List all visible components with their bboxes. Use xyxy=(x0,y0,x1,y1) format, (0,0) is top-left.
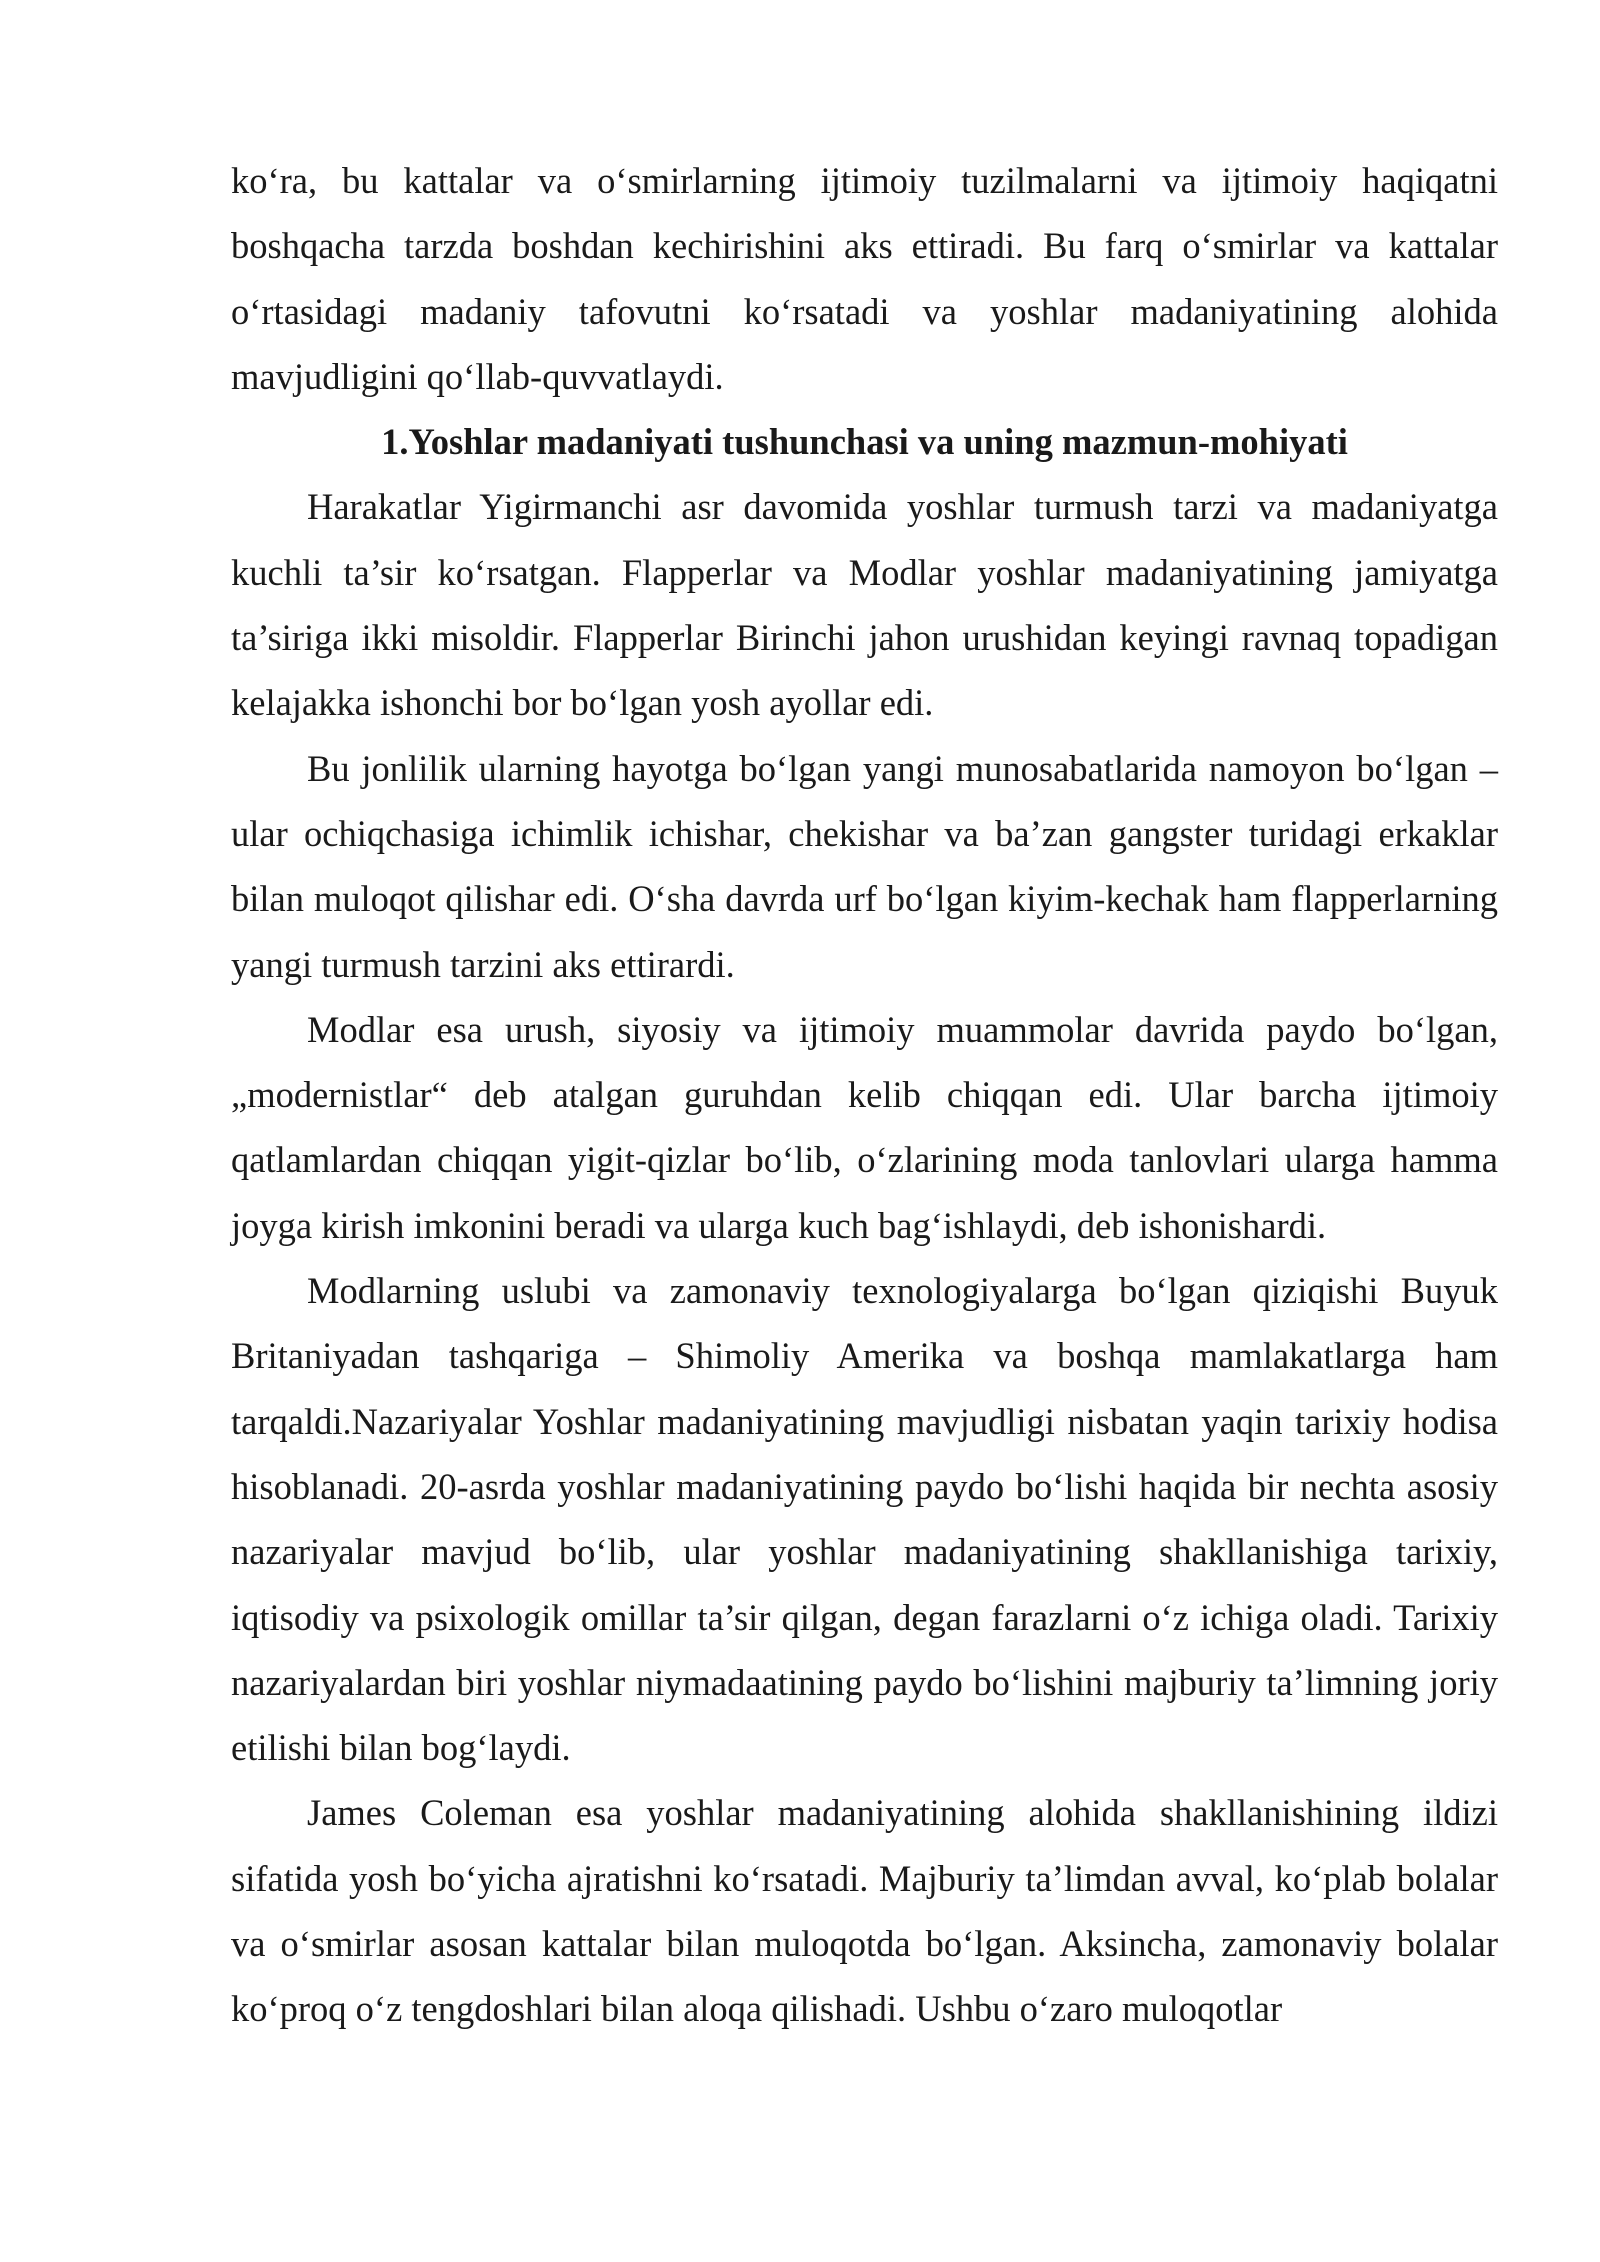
paragraph-1: Harakatlar Yigirmanchi asr davomida yoshlar turmush tarzi va madaniyatga kuchli ta’sir ko‘rsatgan. Flapperlar va Modlar yoshlar madaniyatining jamiyatga ta’siriga ikki misoldir. Flapperlar Birinchi jahon urushidan keyingi ravnaq topadigan kelajakka ishonchi bor bo‘lgan yosh ayollar edi. xyxy=(231,486,1498,724)
paragraph-3: Modlar esa urush, siyosiy va ijtimoiy muammolar davrida paydo bo‘lgan, „modernistlar“ deb atalgan guruhdan kelib chiqqan edi. Ular barcha ijtimoiy qatlamlardan chiqqan yigit-qizlar bo‘lib, o‘zlarining moda tanlovlari ularga hamma joyga kirish imkonini beradi va ularga kuch bag‘ishlaydi, deb ishonishardi. xyxy=(231,1008,1498,1246)
section-heading: 1.Yoshlar madaniyati tushunchasi va uning mazmun-mohiyati xyxy=(381,421,1348,463)
paragraph-5: James Coleman esa yoshlar madaniyatining alohida shakllanishining ildizi sifatida yosh bo‘yicha ajratishni ko‘rsatadi. Majburiy ta’limdan avval, ko‘plab bolalar va o‘smirlar asosan kattalar bilan muloqotda bo‘lgan. Aksincha, zamonaviy bolalar ko‘proq o‘z tengdoshlari bilan aloqa qilishadi. Ushbu o‘zaro muloqotlar xyxy=(231,1792,1498,2030)
document-body xyxy=(231,148,1498,2042)
continued-paragraph: ko‘ra, bu kattalar va o‘smirlarning ijtimoiy tuzilmalarni va ijtimoiy haqiqatni boshqacha tarzda boshdan kechirishini aks ettiradi. Bu farq o‘smirlar va kattalar o‘rtasidagi madaniy tafovutni ko‘rsatadi va yoshlar madaniyatining alohida mavjudligini qo‘llab-quvvatlaydi. xyxy=(231,160,1498,397)
paragraph-2: Bu jonlilik ularning hayotga bo‘lgan yangi munosabatlarida namoyon bo‘lgan – ular ochiqchasiga ichimlik ichishar, chekishar va ba’zan gangster turidagi erkaklar bilan muloqot qilishar edi. O‘sha davrda urf bo‘lgan kiyim-kechak ham flapperlarning yangi turmush tarzini aks ettirardi. xyxy=(231,747,1498,985)
paragraph-4: Modlarning uslubi va zamonaviy texnologiyalarga bo‘lgan qiziqishi Buyuk Britaniyadan tashqariga – Shimoliy Amerika va boshqa mamlakatlarga ham tarqaldi.Nazariyalar Yoshlar madaniyatining mavjudligi nisbatan yaqin tarixiy hodisa hisoblanadi. 20-asrda yoshlar madaniyatining paydo bo‘lishi haqida bir nechta asosiy nazariyalar mavjud bo‘lib, ular yoshlar madaniyatining shakllanishiga tarixiy, iqtisodiy va psixologik omillar ta’sir qilgan, degan farazlarni o‘z ichiga oladi. Tarixiy nazariyalardan biri yoshlar niymadaatining paydo bo‘lishini majburiy ta’limning joriy etilishi bilan bog‘laydi. xyxy=(231,1270,1498,1769)
